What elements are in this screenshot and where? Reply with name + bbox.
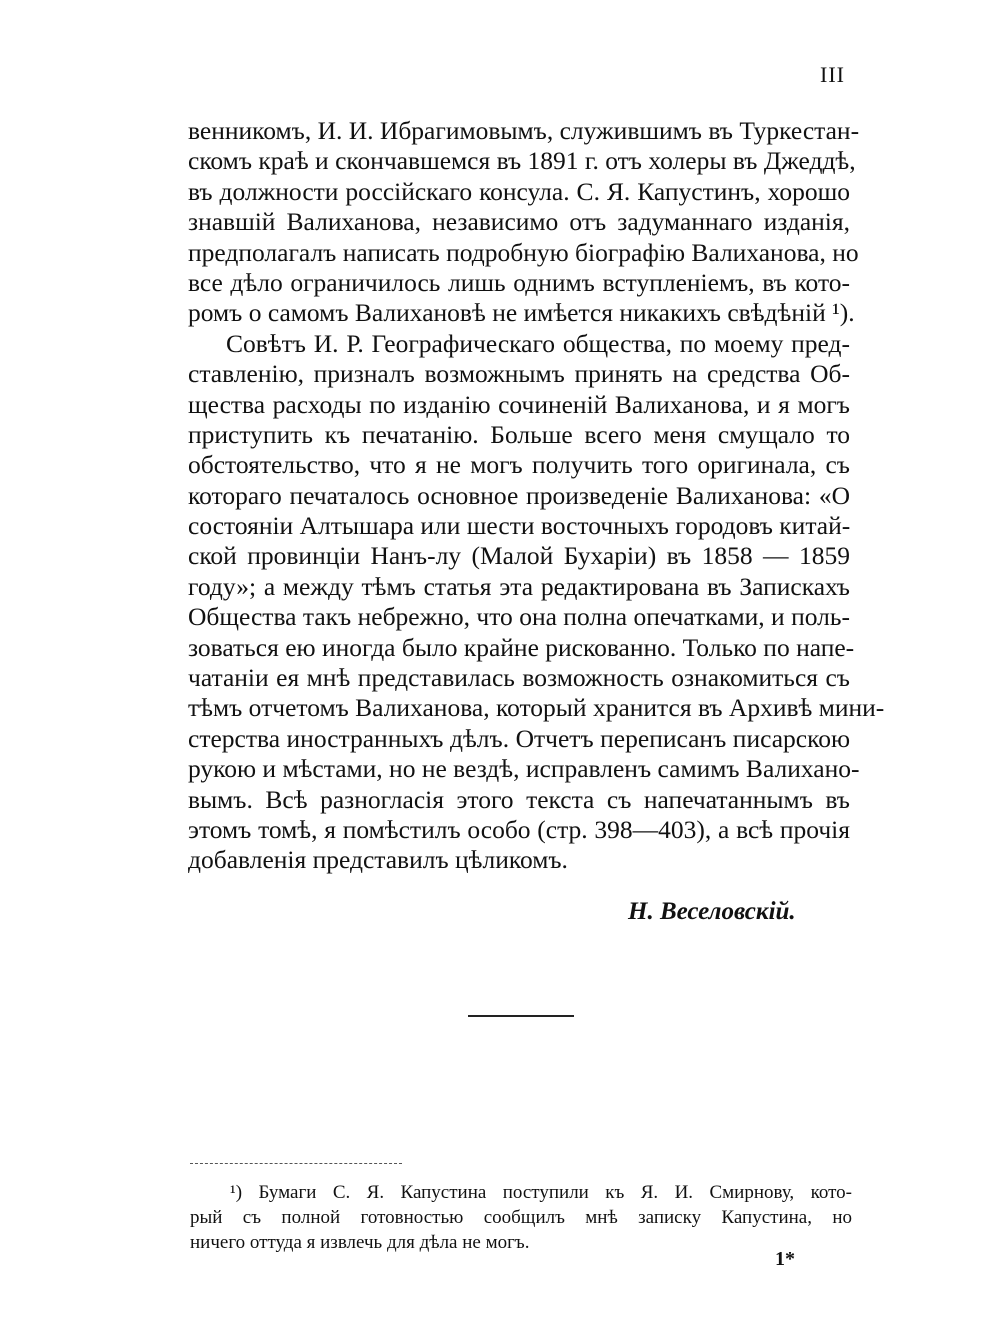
text-line: ромъ о самомъ Валихановѣ не имѣется никакихъ свѣдѣній ¹). (188, 298, 855, 328)
text-line: ставленію, призналъ возможнымъ принять на средства Об- (188, 359, 850, 389)
text-line: рукою и мѣстами, но не вездѣ, исправленъ самимъ Валихано- (188, 754, 860, 784)
text-line: все дѣло ограничилось лишь однимъ вступленіемъ, въ кото- (188, 267, 850, 297)
section-divider (468, 1015, 574, 1017)
page-number: III (820, 62, 845, 87)
text-line: стерства иностранныхъ дѣлъ. Отчетъ переписанъ писарскою (188, 723, 850, 753)
text-line: чатаніи ея мнѣ представилась возможность ознакомиться съ (188, 663, 850, 693)
text-line: скомъ краѣ и скончавшемся въ 1891 г. отъ холеры въ Джеддѣ, (188, 146, 856, 176)
text-line: приступить къ печатанію. Больше всего меня смущало то (188, 419, 850, 449)
text-line: году»; а между тѣмъ статья эта редактирована въ Запискахъ (188, 571, 850, 601)
text-line: этомъ томѣ, я помѣстилъ особо (стр. 398—403), а всѣ прочія (188, 814, 850, 844)
text-line: знавшій Валиханова, независимо отъ задуманнаго изданія, (188, 207, 850, 237)
body-text (188, 116, 885, 876)
text-line: предполагалъ написать подробную біографію Валиханова, но (188, 237, 859, 267)
footnote-line: ничего оттуда я извлечь для дѣла не могъ. (190, 1232, 530, 1253)
footnote-line: ¹) Бумаги С. Я. Капустина поступили къ Я. И. Смирнову, кото- (230, 1182, 852, 1203)
signature-mark: 1* (775, 1248, 795, 1270)
text-line: венникомъ, И. И. Ибрагимовымъ, служившимъ въ Туркестан- (188, 116, 860, 145)
footnotes (190, 1180, 852, 1255)
text-line: тѣмъ отчетомъ Валиханова, который хранится въ Архивѣ мини- (188, 693, 885, 723)
text-line: щества расходы по изданію сочиненій Валиханова, и я могъ (188, 389, 850, 419)
signature: Н. Веселовскій. (628, 898, 796, 925)
text-line: ской провинціи Нанъ-лу (Малой Бухаріи) въ 1858 — 1859 (188, 541, 850, 571)
paragraph-2 (188, 328, 885, 876)
text-line: вымъ. Всѣ разногласія этого текста съ напечатаннымъ въ (188, 784, 850, 814)
text-line: Общества такъ небрежно, что она полна опечатками, и поль- (188, 602, 850, 632)
paragraph-1 (188, 116, 860, 329)
text-line: добавленія представилъ цѣликомъ. (188, 845, 568, 875)
text-line: котораго печаталось основное произведеніе Валиханова: «О (188, 480, 850, 510)
footnote-rule (190, 1163, 402, 1164)
text-line: обстоятельство, что я не могъ получить того оригинала, съ (188, 450, 850, 480)
footnote-line: рый съ полной готовностью сообщилъ мнѣ записку Капустина, но (190, 1207, 852, 1228)
text-line: зоваться ею иногда было крайне рискованно. Только по напе- (188, 632, 855, 662)
text-line: состояніи Алтышара или шести восточныхъ городовъ китай- (188, 511, 851, 541)
text-line: въ должности россійскаго консула. С. Я. Капустинъ, хорошо (188, 176, 850, 206)
text-line: Совѣтъ И. Р. Географическаго общества, по моему пред- (226, 328, 850, 358)
